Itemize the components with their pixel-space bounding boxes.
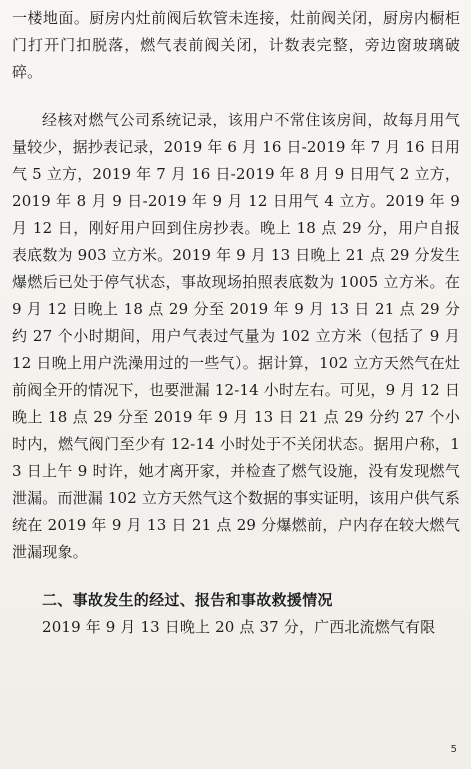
section-heading: 二、事故发生的经过、报告和事故救援情况: [42, 591, 333, 609]
paragraph-gas-records: 经核对燃气公司系统记录，该用户不常住该房间，故每月用气量较少，据抄表记录，2019 年 6 月 16 日-2019 年 7 月 16 日用气 5 立方，2019 年 7 月 16 日-2019 年 8 月 9 日用气 2 立方，2019 年 8 月 9 日-2019 年 9 月 12 日用气 4 立方。2019 年 9 月 12 日，刚好用户回到住房抄表。晚上 18 点 29 分，用户自报表底数为 903 立方米。2019 年 9 月 13 日晚上 21 点 29 分发生爆燃后已处于停气状态，事故现场拍照表底数为 1005 立方米。在 9 月 12 日晚上 18 点 29 分至 2019 年 9 月 13 日 21 点 29 分约 27 个小时期间，用户气表过气量为 102 立方米（包括了 9 月 12 日晚上用户洗澡用过的一些气）。据计算，102 立方天然气在灶前阀全开的情况下，也要泄漏 12-14 小时左右。可见，9 月 12 日晚上 18 点 29 分至 2019 年 9 月 13 日 21 点 29 分约 27 个小时内，燃气阀门至少有 12-14 小时处于不关闭状态。据用户称，13 日上午 9 时许，她才离开家，并检查了燃气设施，没有发现燃气泄漏。而泄漏 102 立方天然气这个数据的事实证明，该用户供气系统在 2019 年 9 月 13 日 21 点 29 分爆燃前，户内存在较大燃气泄漏现象。: [12, 111, 460, 561]
paragraph-scene-description: 一楼地面。厨房内灶前阀后软管未连接，灶前阀关闭，厨房内橱柜门打开门扣脱落，燃气表前阀关闭，计数表完整，旁边窗玻璃破碎。: [12, 9, 460, 81]
paragraph-spacer: [12, 566, 460, 587]
document-body: [12, 5, 460, 641]
paragraph-spacer: [12, 86, 460, 107]
paragraph-incident-start: 2019 年 9 月 13 日晚上 20 点 37 分，广西北流燃气有限: [42, 618, 436, 636]
page-number: 5: [450, 744, 457, 755]
